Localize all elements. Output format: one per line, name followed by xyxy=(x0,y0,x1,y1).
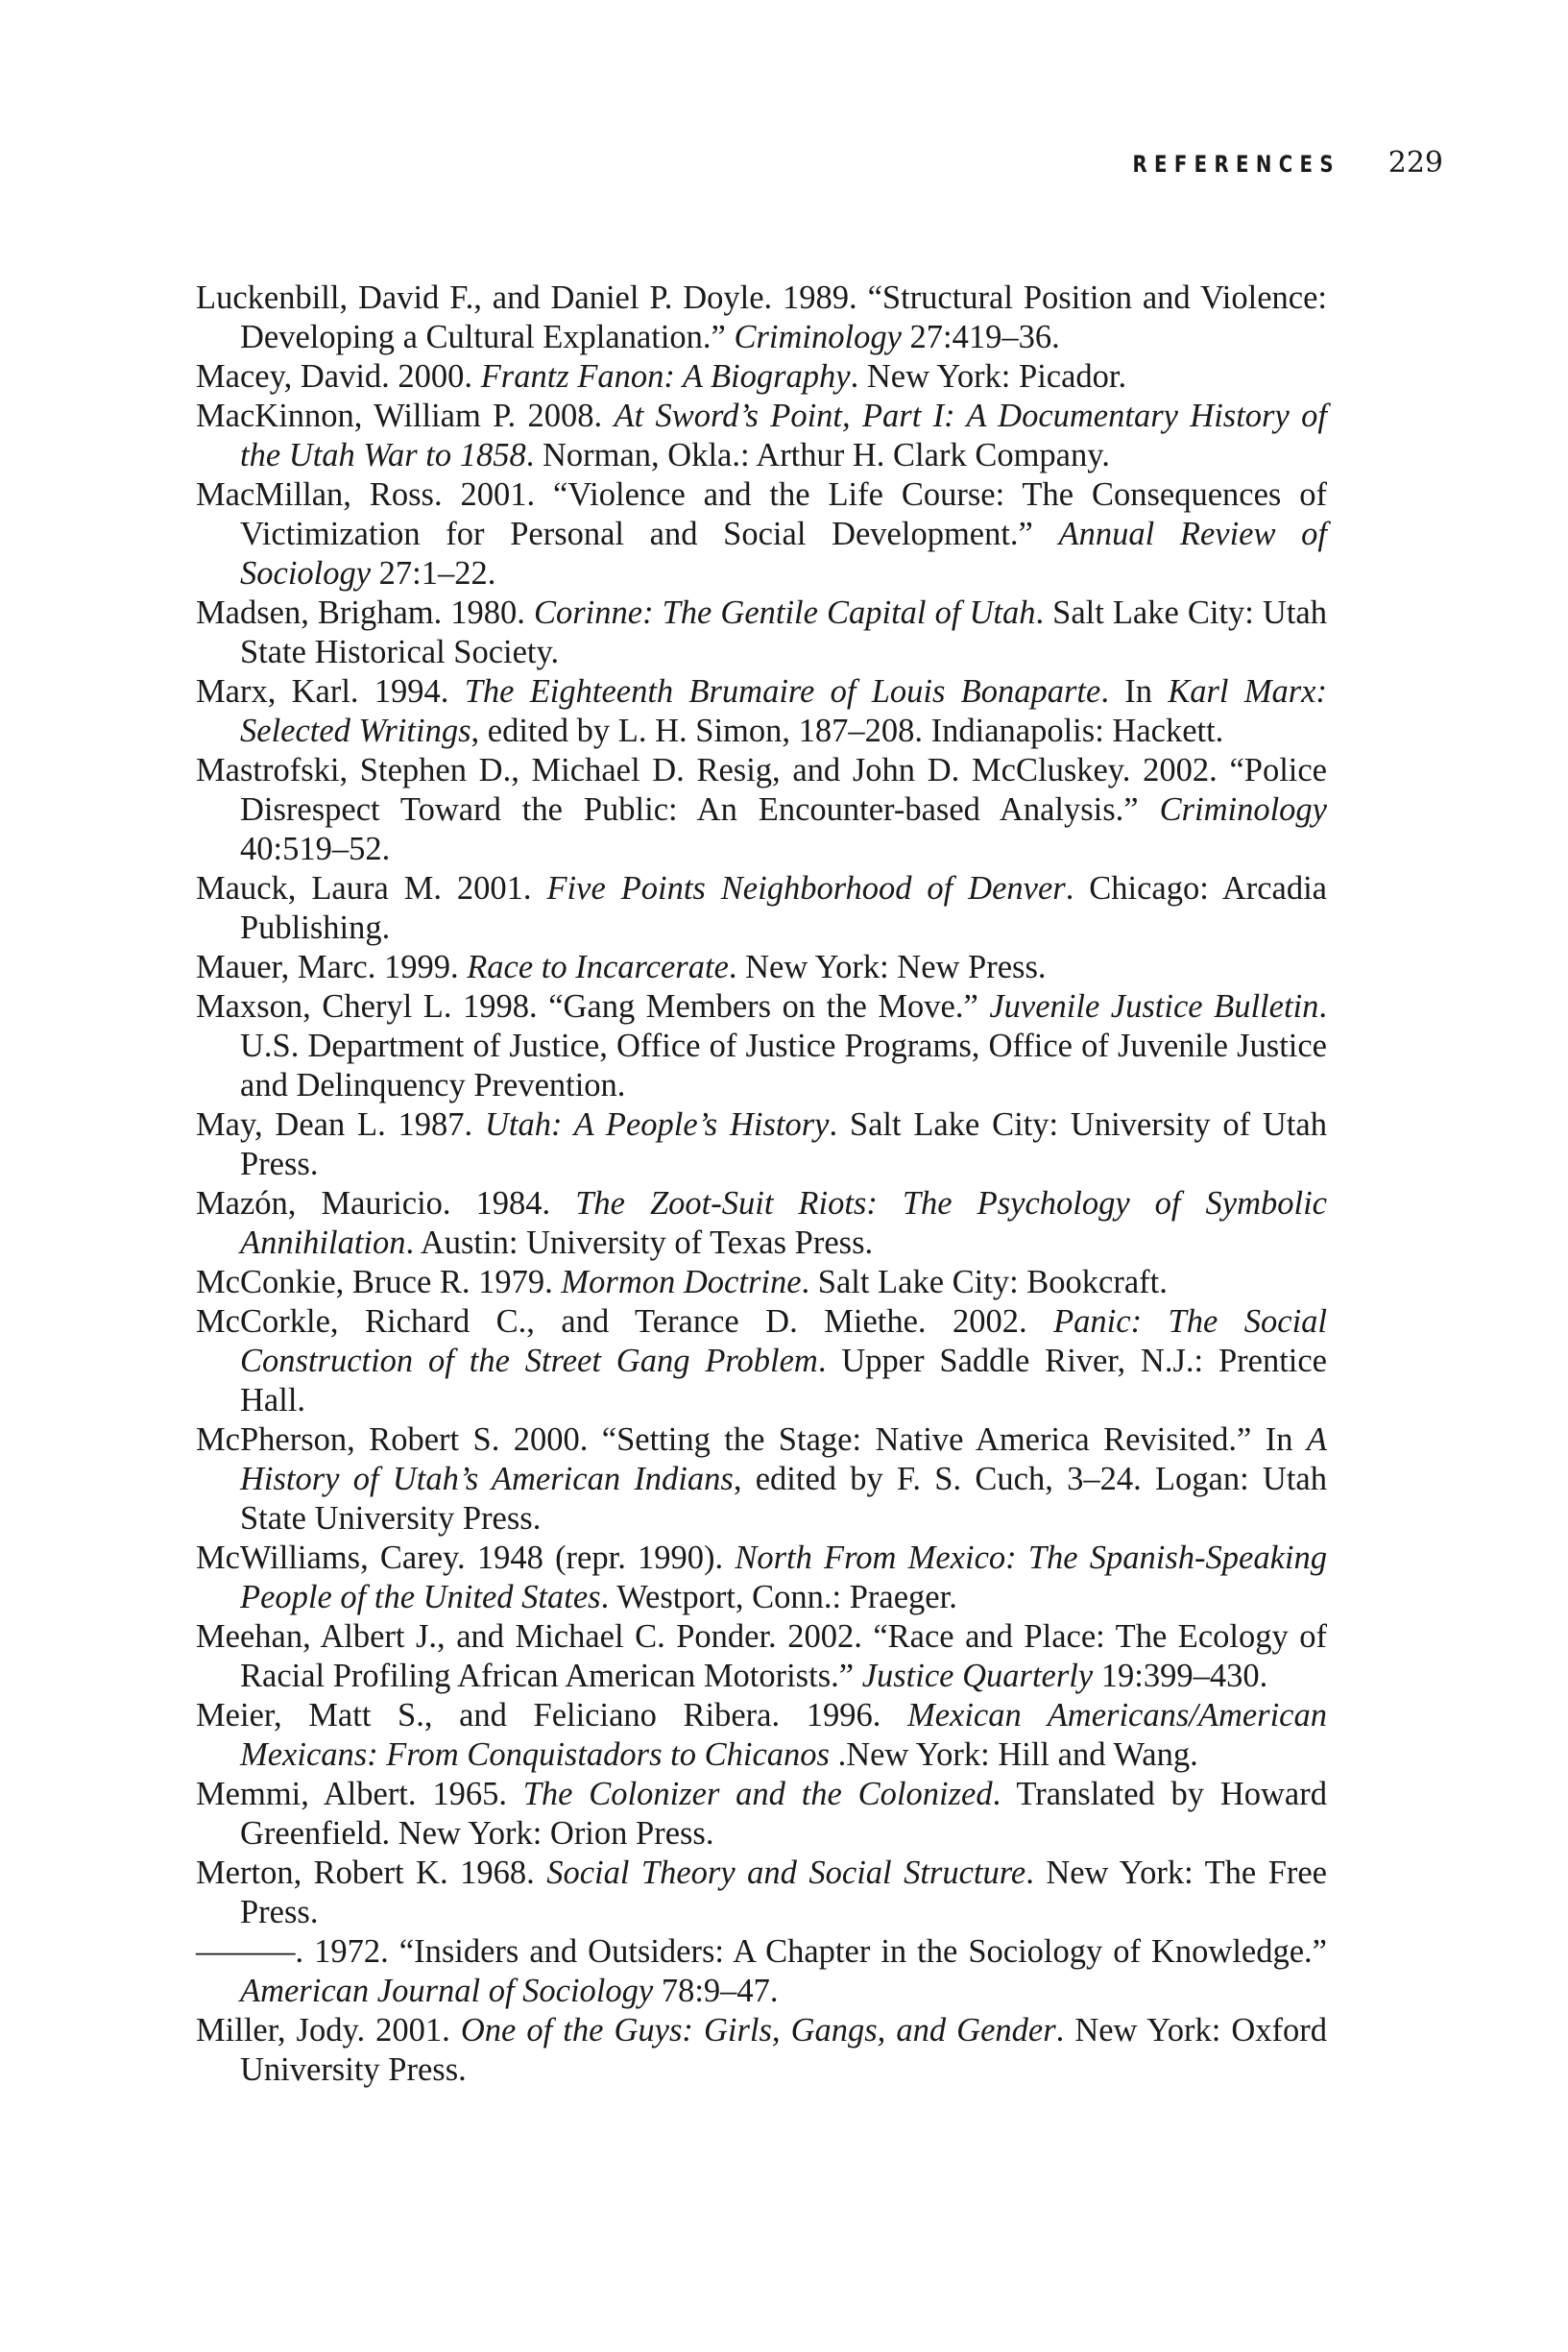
reference-entry: Luckenbill, David F., and Daniel P. Doyle. 1989. “Structural Position and Violence: Developing a Cultural Explanation.” Criminology 27:419–36. xyxy=(196,279,1327,355)
reference-entry: MacMillan, Ross. 2001. “Violence and the Life Course: The Consequences of Victimization for Personal and Social Development.” Annual Review of Sociology 27:1–22. xyxy=(196,476,1327,592)
reference-entry: Memmi, Albert. 1965. The Colonizer and the Colonized. Translated by Howard Greenfield. New York: Orion Press. xyxy=(196,1776,1327,1852)
reference-entry: Maxson, Cheryl L. 1998. “Gang Members on the Move.” Juvenile Justice Bulletin. U.S. Department of Justice, Office of Justice Programs, Office of Juvenile Justice and Delinquency Prevention. xyxy=(196,988,1327,1103)
reference-entry: MacKinnon, William P. 2008. At Sword’s Point, Part I: A Documentary History of the Utah War to 1858. Norman, Okla.: Arthur H. Clark Company. xyxy=(196,398,1327,473)
reference-entry: Merton, Robert K. 1968. Social Theory and Social Structure. New York: The Free Press. xyxy=(196,1855,1327,1930)
reference-entry: Mazón, Mauricio. 1984. The Zoot-Suit Riots: The Psychology of Symbolic Annihilation. Austin: University of Texas Press. xyxy=(196,1185,1327,1261)
reference-entry: McConkie, Bruce R. 1979. Mormon Doctrine. Salt Lake City: Bookcraft. xyxy=(196,1264,1168,1300)
section-label: REFERENCES xyxy=(1132,151,1340,178)
reference-entry: Marx, Karl. 1994. The Eighteenth Brumaire of Louis Bonaparte. In Karl Marx: Selected Writings, edited by L. H. Simon, 187–208. Indianapolis: Hackett. xyxy=(196,673,1327,749)
reference-entry: Meehan, Albert J., and Michael C. Ponder. 2002. “Race and Place: The Ecology of Racial Profiling African American Motorists.” Justice Quarterly 19:399–430. xyxy=(196,1618,1327,1694)
running-head xyxy=(1083,146,1443,180)
reference-entry: Mastrofski, Stephen D., Michael D. Resig, and John D. McCluskey. 2002. “Police Disrespect Toward the Public: An Encounter-based Analysis.” Criminology 40:519–52. xyxy=(196,752,1327,867)
reference-entry: Macey, David. 2000. Frantz Fanon: A Biography. New York: Picador. xyxy=(196,358,1127,395)
reference-entry: Meier, Matt S., and Feliciano Ribera. 1996. Mexican Americans/American Mexicans: From Conquistadors to Chicanos .New York: Hill and Wang. xyxy=(196,1697,1327,1773)
reference-entry: Madsen, Brigham. 1980. Corinne: The Gentile Capital of Utah. Salt Lake City: Utah State Historical Society. xyxy=(196,594,1327,670)
reference-entry: May, Dean L. 1987. Utah: A People’s History. Salt Lake City: University of Utah Press. xyxy=(196,1106,1327,1182)
page-number: 229 xyxy=(1387,146,1443,180)
reference-entry: McCorkle, Richard C., and Terance D. Miethe. 2002. Panic: The Social Construction of the Street Gang Problem. Upper Saddle River, N.J.: Prentice Hall. xyxy=(196,1303,1327,1418)
reference-entry: Miller, Jody. 2001. One of the Guys: Girls, Gangs, and Gender. New York: Oxford University Press. xyxy=(196,2012,1327,2088)
reference-list xyxy=(196,279,1327,2090)
reference-entry: ———. 1972. “Insiders and Outsiders: A Chapter in the Sociology of Knowledge.” American Journal of Sociology 78:9–47. xyxy=(196,1933,1327,2009)
reference-entry: McWilliams, Carey. 1948 (repr. 1990). North From Mexico: The Spanish-Speaking People of the United States. Westport, Conn.: Praeger. xyxy=(196,1540,1327,1615)
reference-entry: McPherson, Robert S. 2000. “Setting the Stage: Native America Revisited.” In A History of Utah’s American Indians, edited by F. S. Cuch, 3–24. Logan: Utah State University Press. xyxy=(196,1421,1327,1537)
reference-entry: Mauer, Marc. 1999. Race to Incarcerate. New York: New Press. xyxy=(196,949,1047,985)
reference-entry: Mauck, Laura M. 2001. Five Points Neighborhood of Denver. Chicago: Arcadia Publishing. xyxy=(196,870,1327,946)
